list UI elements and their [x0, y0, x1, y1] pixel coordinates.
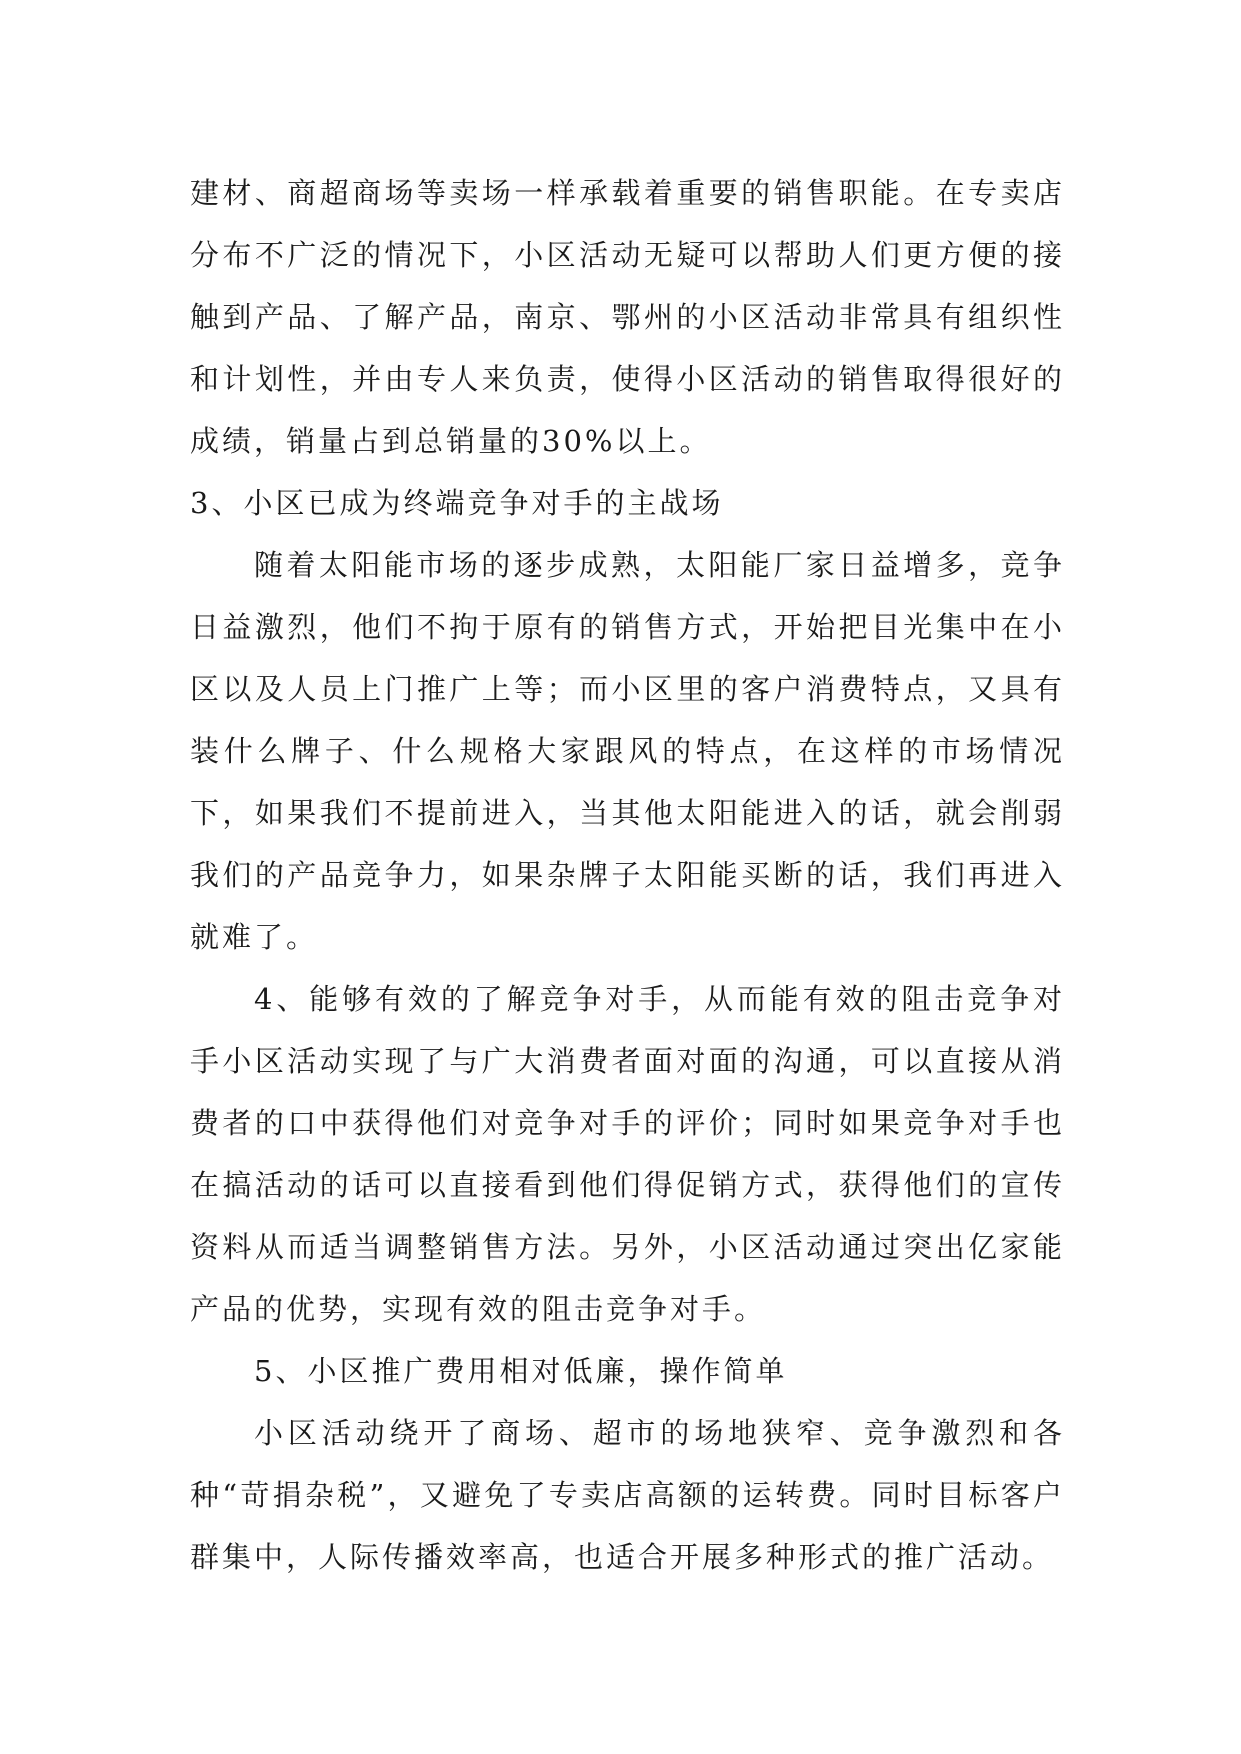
section-heading-5: 5、小区推广费用相对低廉，操作简单 [254, 1354, 788, 1388]
paragraph-section-5: 小区活动绕开了商场、超市的场地狭窄、竞争激烈和各种“苛捐杂税”，又避免了专卖店高额的运转费。同时目标客户群集中，人际传播效率高，也适合开展多种形式的推广活动。 [190, 1416, 1065, 1574]
section-heading-3: 3、小区已成为终端竞争对手的主战场 [190, 486, 724, 520]
paragraph-section-3: 随着太阳能市场的逐步成熟，太阳能厂家日益增多，竞争日益激烈，他们不拘于原有的销售方式，开始把目光集中在小区以及人员上门推广上等；而小区里的客户消费特点，又具有装什么牌子、什么规格大家跟风的特点，在这样的市场情况下，如果我们不提前进入，当其他太阳能进入的话，就会削弱我们的产品竞争力，如果杂牌子太阳能买断的话，我们再进入就难了。 [190, 548, 1065, 954]
document-body [190, 162, 1065, 1588]
paragraph-section-4: 4、能够有效的了解竞争对手，从而能有效的阻击竞争对手小区活动实现了与广大消费者面对面的沟通，可以直接从消费者的口中获得他们对竞争对手的评价；同时如果竞争对手也在搞活动的话可以直接看到他们得促销方式，获得他们的宣传资料从而适当调整销售方法。另外，小区活动通过突出亿家能产品的优势，实现有效的阻击竞争对手。 [190, 982, 1065, 1326]
paragraph-continuation: 建材、商超商场等卖场一样承载着重要的销售职能。在专卖店分布不广泛的情况下，小区活动无疑可以帮助人们更方便的接触到产品、了解产品，南京、鄂州的小区活动非常具有组织性和计划性，并由专人来负责，使得小区活动的销售取得很好的成绩，销量占到总销量的30%以上。 [190, 176, 1065, 458]
